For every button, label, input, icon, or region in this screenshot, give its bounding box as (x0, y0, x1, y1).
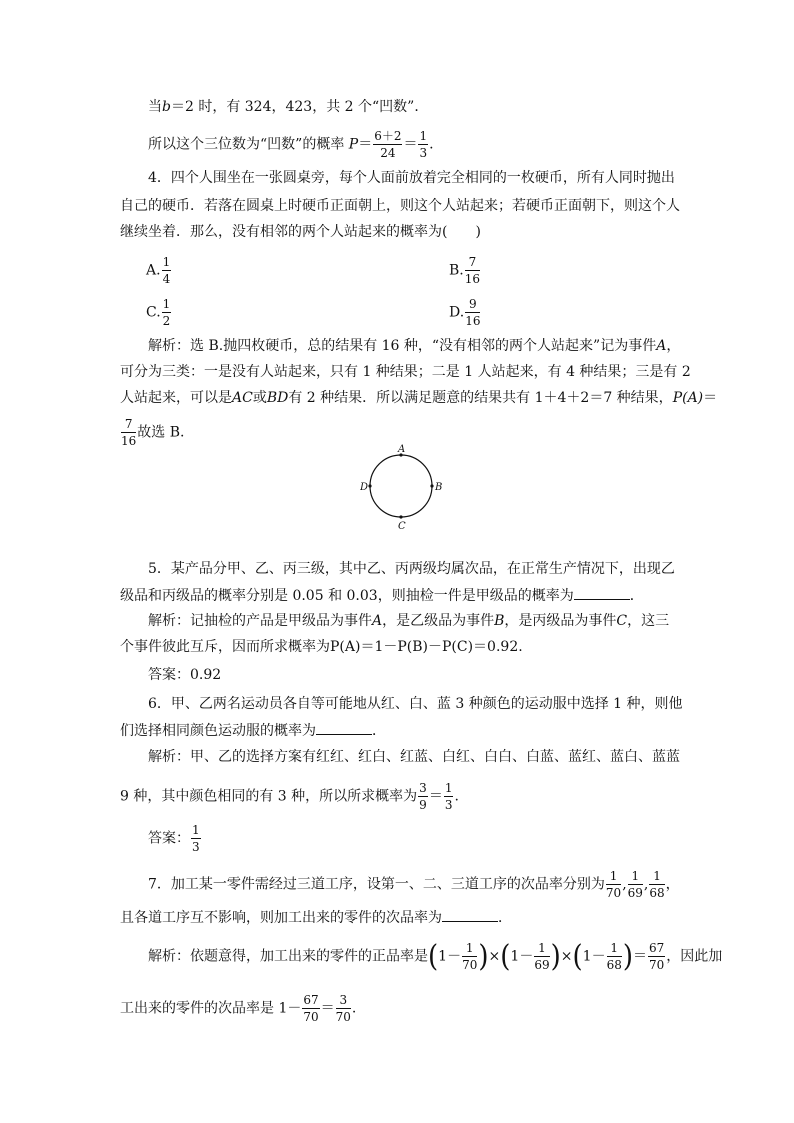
q4-solution-line3: 人站起来，可以是AC或BD有 2 种结果．所以满足题意的结果共有 1＋4＋2＝7 种结果，P(A)＝ (120, 390, 718, 406)
answer-blank (316, 720, 372, 735)
q4-line3: 继续坐着．那么，没有相邻的两个人站起来的概率为( ) (120, 224, 481, 240)
q4-solution-line4: $\frac{7}{16}$ 故选 B. (121, 417, 185, 448)
fraction-6plus2-over-24: $\frac{6+2}{24}$ (374, 129, 402, 160)
point-c (399, 515, 402, 518)
label-b: B (435, 482, 443, 493)
q7-line2: 且各道工序互不影响，则加工出来的零件的次品率为 ． (120, 907, 512, 928)
table-circle (370, 455, 432, 517)
fraction-1-over-3: $\frac{1}{3}$ (419, 129, 428, 160)
circle-table-diagram (360, 443, 444, 533)
q6-solution-line1: 解析：甲、乙的选择方案有红红、红白、红蓝、白红、白白、白蓝、蓝红、蓝白、蓝蓝 (148, 749, 680, 765)
q6-line1: 6．甲、乙两名运动员各自等可能地从红、白、蓝 3 种颜色的运动服中选择 1 种，则他 (148, 696, 683, 712)
q4-solution-line2: 可分为三类：一是没有人站起来，只有 1 种结果；二是 1 人站起来，有 4 种结果；三是有 2 (120, 364, 691, 380)
q5-solution-line1: 解析：记抽检的产品是甲级品为事件A，是乙级品为事件B，是丙级品为事件C，这三 (148, 613, 670, 629)
q7-solution-line1: 解析：依题意得，加工出来的零件的正品率是(1－ $\frac{1}{70}$ )×(1－ $\frac{1}{69}$ )×(1－ $\frac{1}{68}$ )＝ $\frac{67}{70}$ ，因此加 (148, 939, 723, 974)
q4-option-a: A. $\frac{1}{4}$ (146, 255, 171, 286)
q6-answer: 答案： $\frac{1}{3}$ (148, 823, 200, 854)
q7-line1: 7．加工某一零件需经过三道工序，设第一、二、三道工序的次品率分别为 $\frac{1}{70}$ , $\frac{1}{69}$ , $\frac{1}{68}$ ， (148, 869, 680, 900)
q6-line2: 们选择相同颜色运动服的概率为 ． (120, 720, 386, 741)
q4-line1: 4．四个人围坐在一张圆桌旁，每个人面前放着完全相同的一枚硬币，所有人同时抛出 (148, 170, 675, 186)
q5-answer: 答案：0.92 (148, 667, 222, 683)
label-a: A (398, 444, 406, 455)
text-line-b2: 当b＝2 时，有 324，423，共 2 个“凹数”． (148, 99, 429, 115)
q4-solution-line1: 解析：选 B.抛四枚硬币，总的结果有 16 种，“没有相邻的两个人站起来”记为事件A， (148, 338, 681, 354)
q4-option-c: C. $\frac{1}{2}$ (146, 297, 171, 328)
answer-blank (574, 585, 630, 600)
label-d: D (360, 482, 369, 493)
q5-line1: 5．某产品分甲、乙、丙三级，其中乙、丙两级均属次品，在正常生产情况下，出现乙 (148, 561, 675, 577)
q6-solution-line2: 9 种，其中颜色相同的有 3 种，所以所求概率为 $\frac{3}{9}$ ＝ $\frac{1}{3}$ . (120, 781, 459, 812)
label-c: C (398, 521, 406, 532)
q5-line2: 级品和丙级品的概率分别是 0.05 和 0.03，则抽检一件是甲级品的概率为 ． (120, 585, 644, 606)
q5-solution-line2: 个事件彼此互斥，因而所求概率为P(A)＝1－P(B)－P(C)＝0.92. (120, 639, 523, 655)
answer-blank (442, 907, 498, 922)
q4-line2: 自己的硬币．若落在圆桌上时硬币正面朝上，则这个人站起来；若硬币正面朝下，则这个人 (120, 198, 680, 214)
point-b (430, 484, 433, 487)
q4-option-b: B. $\frac{7}{16}$ (449, 255, 481, 286)
q4-option-d: D. $\frac{9}{16}$ (449, 297, 481, 328)
q7-solution-line2: 工出来的零件的次品率是 1－ $\frac{67}{70}$ ＝ $\frac{3}{70}$ . (120, 993, 357, 1024)
text-line-probability: 所以这个三位数为“凹数”的概率 P＝ $\frac{6+2}{24}$ ＝ $\frac{1}{3}$ . (148, 129, 434, 160)
point-d (368, 484, 371, 487)
